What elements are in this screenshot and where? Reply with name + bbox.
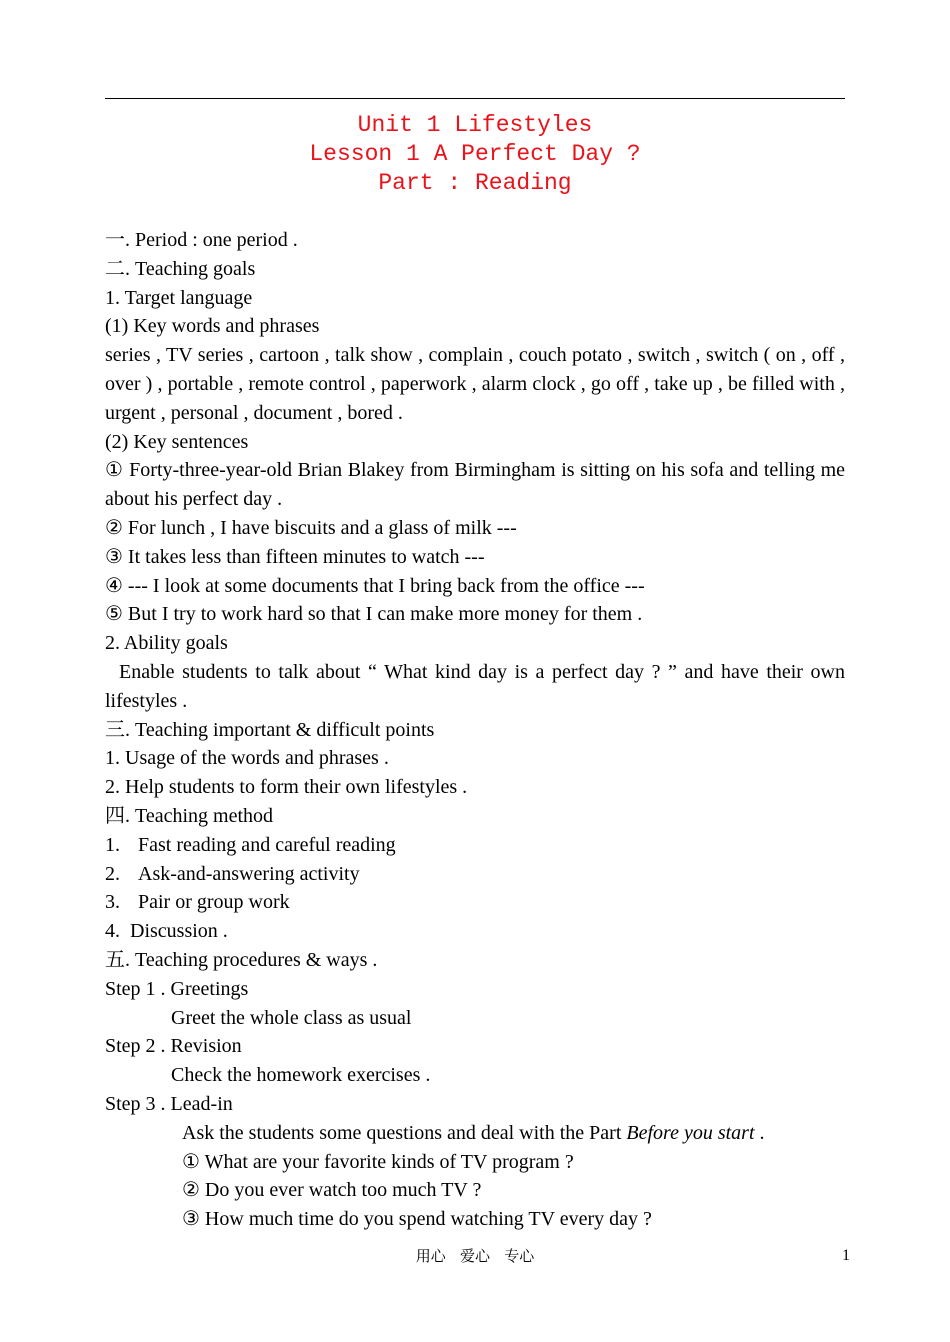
method-3-text: Pair or group work [138, 891, 290, 914]
key-sentence-1: ① Forty-three-year-old Brian Blakey from Birmingham is sitting on his sofa and telling me about his perfect day . [105, 459, 845, 511]
key-words-paragraph: series , TV series , cartoon , talk show , complain , couch potato , switch , switch ( on , off , over ) , portable , remote control , paperwork , alarm clock , go off , take up , be filled with , urgent , personal , document , bored . [105, 344, 845, 424]
key-sentence-2: ② For lunch , I have biscuits and a glass of milk --- [105, 516, 517, 539]
question-1: ① What are your favorite kinds of TV program ? [182, 1150, 574, 1173]
section-important-points: 三. Teaching important & difficult points [105, 718, 435, 741]
point-2: 2. Help students to form their own lifestyles . [105, 776, 468, 799]
footer-motto: 用心 爱心 专心 [415, 1247, 535, 1265]
page-footer [0, 1244, 950, 1268]
target-language-heading: 1. Target language [105, 286, 253, 309]
point-1: 1. Usage of the words and phrases . [105, 747, 389, 770]
method-4: 4. Discussion . [105, 920, 228, 943]
method-2-text: Ask-and-answering activity [138, 862, 360, 885]
part-title: Part : Reading [378, 170, 572, 196]
method-1 [105, 831, 845, 860]
step-3-detail [105, 1119, 845, 1148]
method-3-number: 3. [105, 891, 120, 914]
header-rule [105, 98, 845, 99]
document-body [105, 226, 845, 1234]
ability-goals-heading: 2. Ability goals [105, 632, 228, 655]
step-2-heading: Step 2 . Revision [105, 1035, 242, 1058]
key-sentence-5: ⑤ But I try to work hard so that I can make more money for them . [105, 603, 643, 626]
question-2: ② Do you ever watch too much TV ? [182, 1179, 482, 1202]
title-block [105, 111, 845, 198]
method-2 [105, 860, 845, 889]
method-1-text: Fast reading and careful reading [138, 833, 396, 856]
unit-title: Unit 1 Lifestyles [357, 112, 593, 138]
step-3-part-name: Before you start [626, 1121, 755, 1144]
key-sentences-heading: (2) Key sentences [105, 430, 249, 453]
section-teaching-goals: 二. Teaching goals [105, 257, 256, 280]
page-number: 1 [842, 1247, 850, 1264]
step-3-detail-end: . [754, 1121, 765, 1144]
step-3-detail-text: Ask the students some questions and deal with the Part [182, 1121, 627, 1144]
step-3-heading: Step 3 . Lead-in [105, 1092, 233, 1115]
question-3: ③ How much time do you spend watching TV every day ? [182, 1208, 652, 1231]
section-procedures: 五. Teaching procedures & ways . [105, 948, 378, 971]
step-2-detail: Check the homework exercises . [171, 1064, 431, 1087]
method-1-number: 1. [105, 833, 120, 856]
key-sentence-4: ④ --- I look at some documents that I bring back from the office --- [105, 574, 645, 597]
step-1-detail: Greet the whole class as usual [171, 1006, 412, 1029]
key-words-heading: (1) Key words and phrases [105, 315, 320, 338]
lesson-title: Lesson 1 A Perfect Day ? [309, 141, 641, 167]
section-teaching-method: 四. Teaching method [105, 804, 273, 827]
section-period: 一. Period : one period . [105, 229, 298, 251]
ability-goals-paragraph: Enable students to talk about “ What kind day is a perfect day ? ” and have their own lifestyles . [105, 660, 845, 712]
method-2-number: 2. [105, 862, 120, 885]
key-sentence-3: ③ It takes less than fifteen minutes to watch --- [105, 545, 485, 568]
method-3 [105, 888, 845, 917]
step-1-heading: Step 1 . Greetings [105, 977, 249, 1000]
